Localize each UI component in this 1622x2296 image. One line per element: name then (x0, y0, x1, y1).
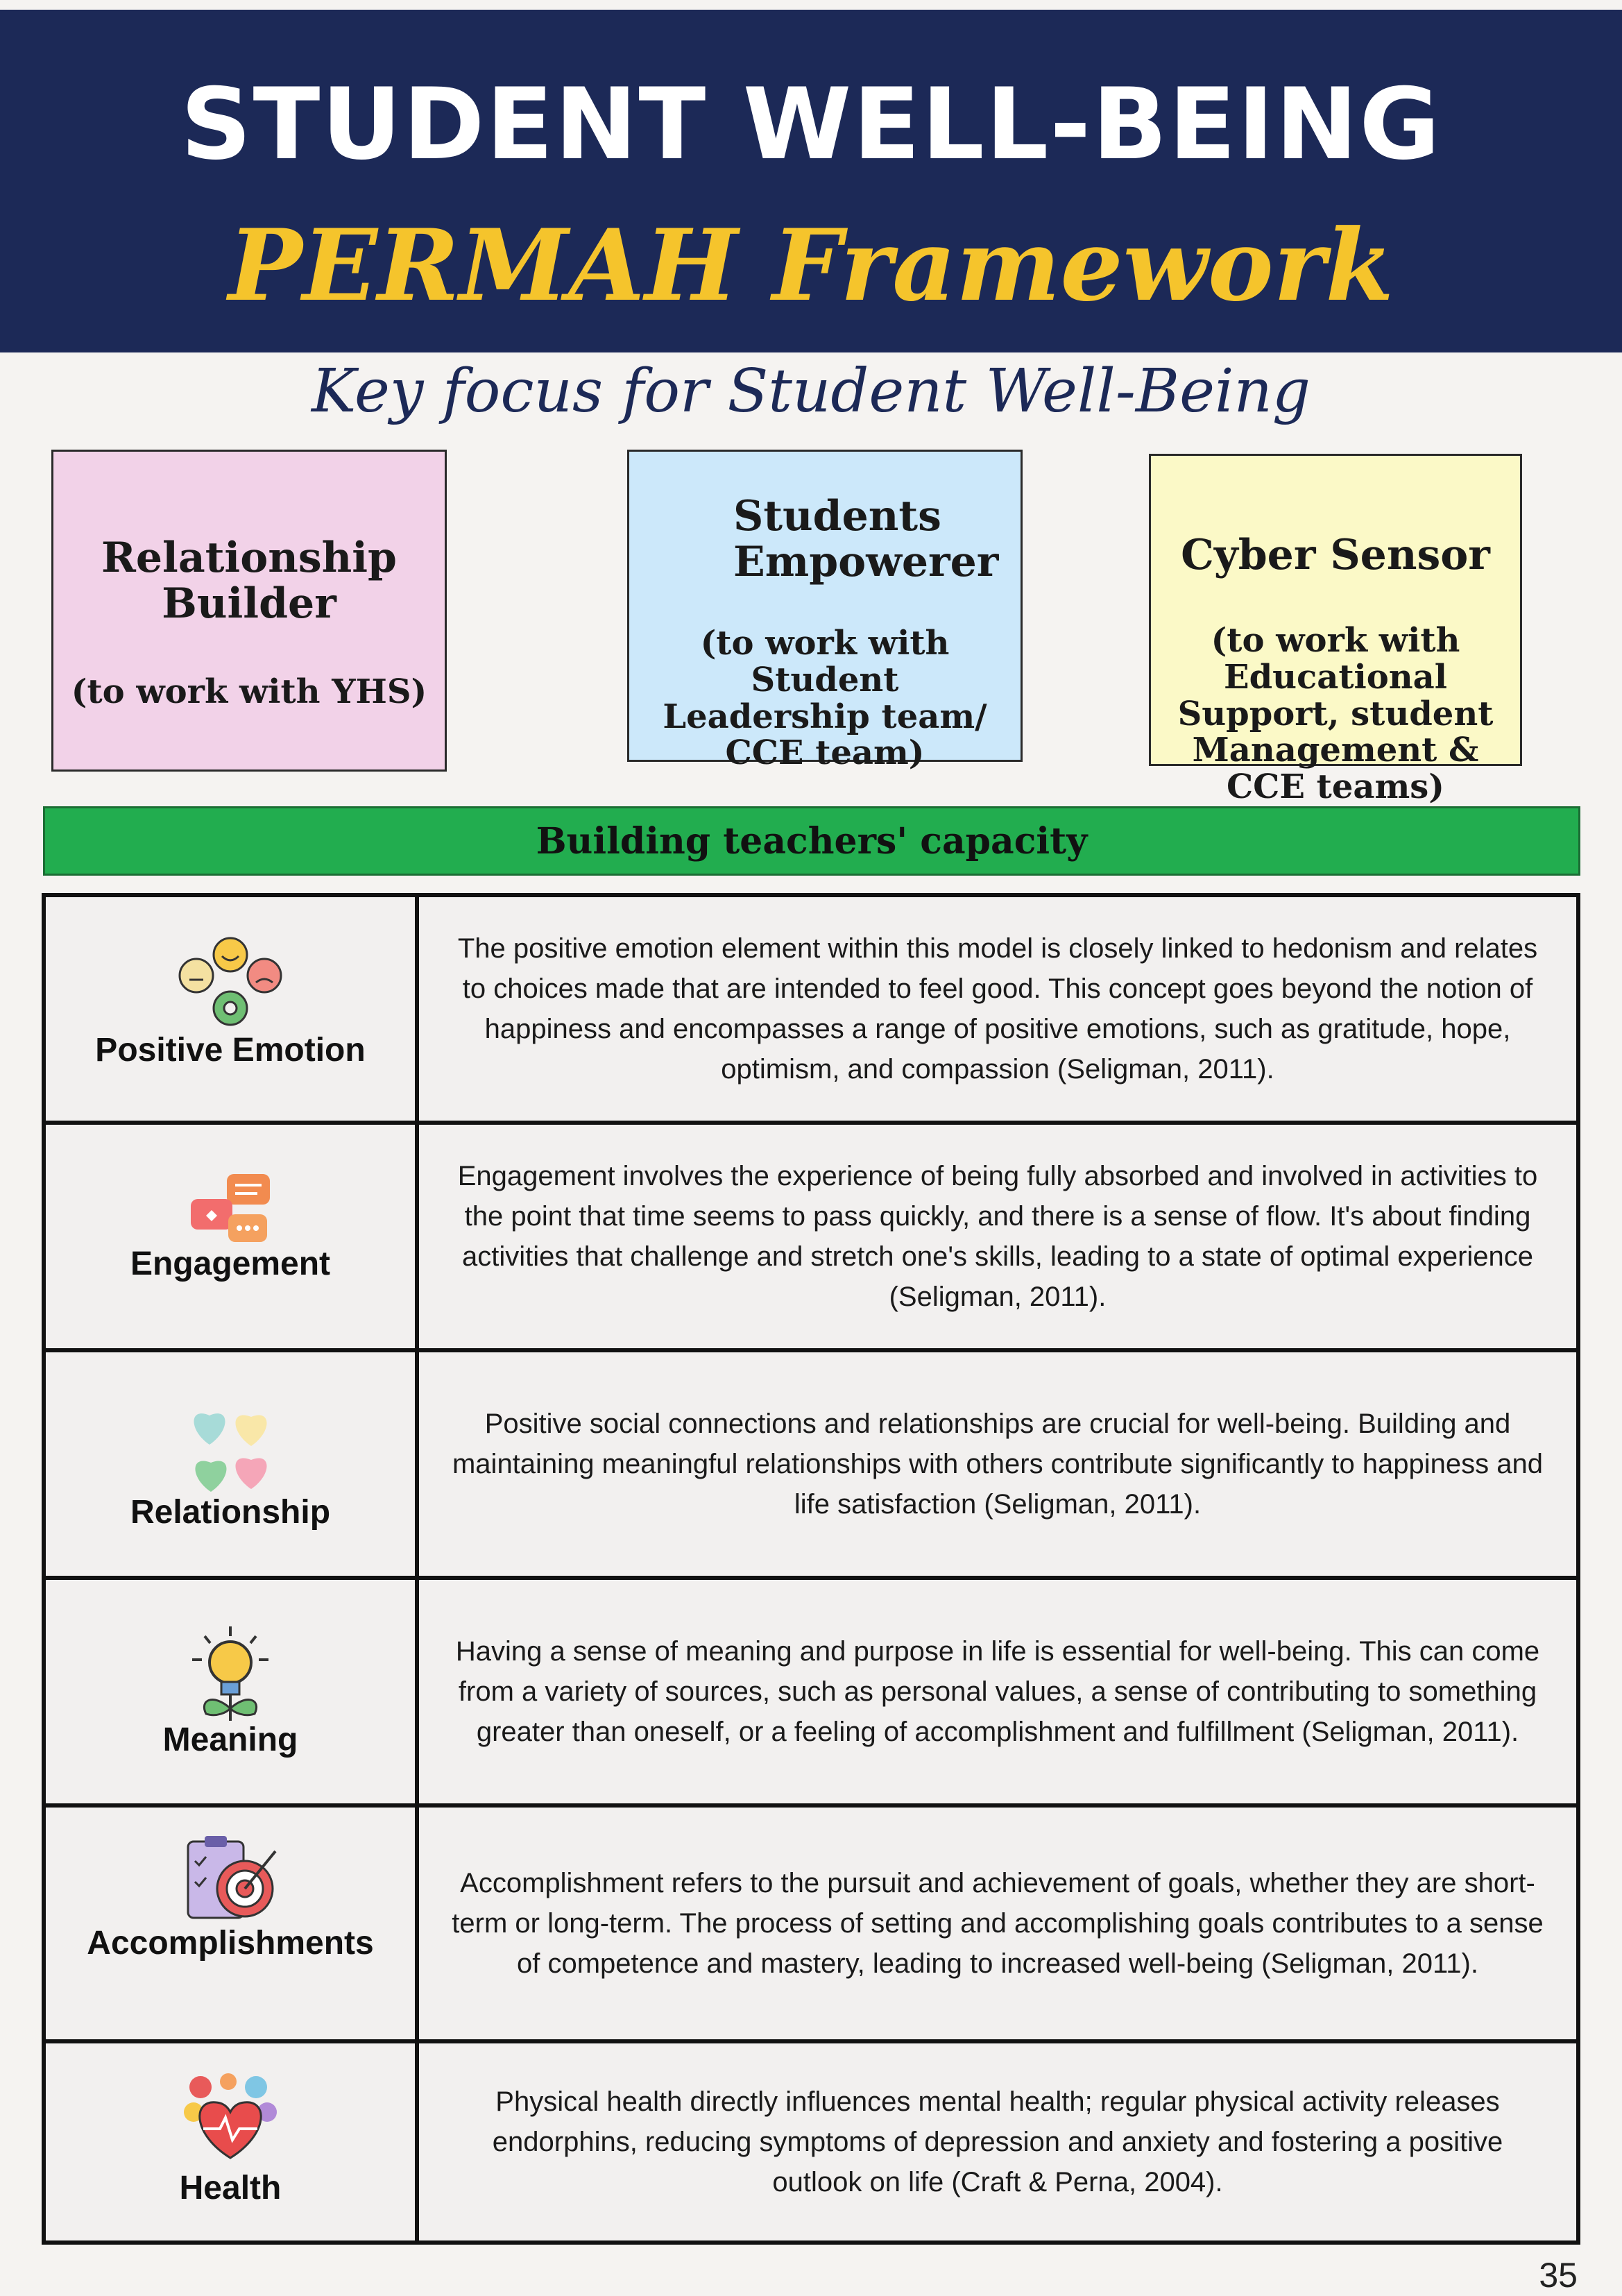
emotions-icon (171, 935, 289, 1032)
table-row (44, 2041, 1578, 2243)
card-title: Cyber Sensor (1181, 531, 1490, 579)
row-description: Having a sense of meaning and purpose in life is essential for well-being. This can come from a variety of sources, such as personal values, a sense of contributing to something greater than oneself, or a feeling of accomplishment and fulfillment (Seligman, 2011). (417, 1578, 1578, 1805)
table-row (44, 1578, 1578, 1805)
page-subtitle: PERMAH Framework (228, 208, 1394, 323)
card-relationship-builder (51, 450, 447, 772)
card-cyber-sensor (1149, 454, 1522, 807)
page-number: 35 (1539, 2256, 1578, 2295)
table-row (44, 1123, 1578, 1350)
row-description: The positive emotion element within this model is closely linked to hedonism and relates to choices made that are intended to feel good. This concept goes beyond the notion of happiness and encompasses a range of positive emotions, such as gratitude, hope, optimism, and compassion (Seligman, 2011). (417, 895, 1578, 1123)
card-students-empowerer (627, 450, 1023, 773)
row-label-cell (44, 1123, 417, 1350)
table-row (44, 1350, 1578, 1578)
row-label: Accomplishments (87, 1925, 374, 1962)
table-row (44, 1805, 1578, 2041)
card-subtitle: (to work with Educational Support, student Management & CCE teams) (1177, 621, 1494, 807)
row-description: Physical health directly influences mental health; regular physical activity releases endorphins, reducing symptoms of depression and anxiety and fostering a positive outlook on life (Craft & Perna, 2004). (417, 2041, 1578, 2243)
card-subtitle: (to work with Student Leadership team/ CCE team) (663, 624, 987, 773)
health-heart-icon (178, 2072, 282, 2162)
table-row (44, 895, 1578, 1123)
row-description: Positive social connections and relationships are crucial for well-being. Building and maintaining meaningful relationships with others contribute significantly to happiness and life satisfaction (Seligman, 2011). (417, 1350, 1578, 1578)
row-label: Positive Emotion (95, 1032, 366, 1069)
row-label: Meaning (162, 1721, 298, 1758)
row-label-cell (44, 895, 417, 1123)
row-label-cell (44, 1350, 417, 1578)
card-title: Students Empowerer (733, 492, 999, 586)
card-subtitle: (to work with YHS) (71, 672, 427, 711)
header-banner (0, 10, 1622, 352)
key-focus-heading: Key focus for Student Well-Being (311, 357, 1311, 426)
row-label: Health (179, 2170, 282, 2206)
row-label-cell (44, 2041, 417, 2243)
lightbulb-icon (185, 1624, 275, 1728)
capacity-banner: Building teachers' capacity (43, 806, 1580, 876)
row-label-cell (44, 1805, 417, 2041)
row-description: Accomplishment refers to the pursuit and achievement of goals, whether they are short-term or long-term. The process of setting and accomplishing goals contributes to a sense of competence and mastery, leading to increased well-being (Seligman, 2011). (417, 1805, 1578, 2041)
card-title: Relationship Builder (101, 534, 397, 628)
row-label: Engagement (130, 1245, 331, 1282)
row-description: Engagement involves the experience of being fully absorbed and involved in activities to the point that time seems to pass quickly, and there is a sense of flow. It's about finding activities that challenge and stretch one's skills, leading to a state of optimal experience (Seligman, 2011). (417, 1123, 1578, 1350)
row-label-cell (44, 1578, 417, 1805)
permah-table (42, 893, 1580, 2245)
target-checklist-icon (178, 1830, 282, 1928)
row-label: Relationship (130, 1494, 331, 1531)
hearts-icon (182, 1396, 279, 1500)
page-title: STUDENT WELL-BEING (180, 67, 1442, 182)
